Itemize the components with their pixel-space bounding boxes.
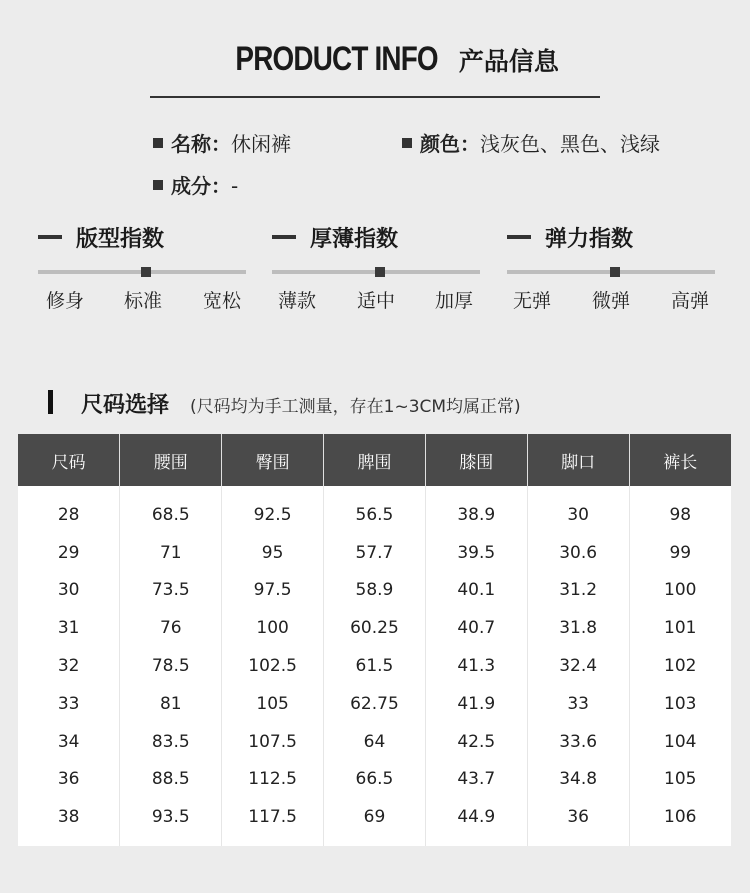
column-header: 脾围 <box>324 434 426 486</box>
table-cell: 100 <box>629 572 731 610</box>
table-cell: 30 <box>18 572 120 610</box>
column-header: 脚口 <box>527 434 629 486</box>
table-cell: 43.7 <box>425 761 527 799</box>
table-cell: 62.75 <box>324 685 426 723</box>
table-cell: 112.5 <box>222 761 324 799</box>
index-option: 微弹 <box>592 290 631 312</box>
table-cell: 31.2 <box>527 572 629 610</box>
index-option: 适中 <box>357 290 396 312</box>
table-cell: 61.5 <box>324 647 426 685</box>
table-row <box>18 798 731 846</box>
table-cell: 32 <box>18 647 120 685</box>
table-cell: 95 <box>222 534 324 572</box>
size-table <box>18 434 731 846</box>
table-row <box>18 723 731 761</box>
table-cell: 105 <box>222 685 324 723</box>
table-cell: 101 <box>629 609 731 647</box>
table-cell: 30 <box>527 486 629 534</box>
index-title: 弹力指数 <box>545 227 634 252</box>
table-cell: 117.5 <box>222 798 324 846</box>
fit-index <box>38 222 248 312</box>
index-option: 标准 <box>124 290 163 312</box>
index-marker <box>141 267 151 277</box>
table-cell: 105 <box>629 761 731 799</box>
table-row <box>18 486 731 534</box>
index-option: 加厚 <box>435 290 474 312</box>
index-option: 修身 <box>46 290 85 312</box>
table-cell: 60.25 <box>324 609 426 647</box>
table-cell: 40.7 <box>425 609 527 647</box>
bullet-square-icon <box>153 180 163 190</box>
info-color-value: 浅灰色、黑色、浅绿 <box>480 132 660 156</box>
table-cell: 88.5 <box>120 761 222 799</box>
table-cell: 102.5 <box>222 647 324 685</box>
table-cell: 34 <box>18 723 120 761</box>
table-cell: 68.5 <box>120 486 222 534</box>
table-cell: 99 <box>629 534 731 572</box>
table-cell: 41.9 <box>425 685 527 723</box>
table-cell: 97.5 <box>222 572 324 610</box>
table-cell: 33.6 <box>527 723 629 761</box>
column-header: 臀围 <box>222 434 324 486</box>
table-cell: 30.6 <box>527 534 629 572</box>
table-row <box>18 609 731 647</box>
bullet-square-icon <box>402 138 412 148</box>
section-bar-icon <box>48 390 53 414</box>
table-cell: 38.9 <box>425 486 527 534</box>
header-title: PRODUCT INFO <box>235 40 438 78</box>
table-cell: 28 <box>18 486 120 534</box>
table-cell: 44.9 <box>425 798 527 846</box>
column-header: 裤长 <box>629 434 731 486</box>
index-option: 薄款 <box>278 290 317 312</box>
index-marker <box>610 267 620 277</box>
column-header: 尺码 <box>18 434 120 486</box>
table-cell: 40.1 <box>425 572 527 610</box>
bullet-square-icon <box>153 138 163 148</box>
dash-icon <box>38 235 62 239</box>
info-material-label: 成分： <box>171 174 231 198</box>
dash-icon <box>272 235 296 239</box>
table-cell: 107.5 <box>222 723 324 761</box>
table-cell: 36 <box>18 761 120 799</box>
table-cell: 69 <box>324 798 426 846</box>
table-cell: 41.3 <box>425 647 527 685</box>
table-cell: 31.8 <box>527 609 629 647</box>
size-section-title: 尺码选择 <box>81 393 170 418</box>
table-cell: 100 <box>222 609 324 647</box>
index-title: 版型指数 <box>76 227 165 252</box>
table-cell: 106 <box>629 798 731 846</box>
table-row <box>18 647 731 685</box>
info-material-value: - <box>231 174 239 198</box>
header-divider <box>150 96 600 98</box>
table-cell: 102 <box>629 647 731 685</box>
index-marker <box>375 267 385 277</box>
table-row <box>18 572 731 610</box>
index-option: 无弹 <box>513 290 552 312</box>
index-option: 宽松 <box>203 290 242 312</box>
table-cell: 42.5 <box>425 723 527 761</box>
info-name-value: 休闲裤 <box>231 132 291 156</box>
column-header: 腰围 <box>120 434 222 486</box>
info-name-label: 名称： <box>171 132 231 156</box>
dash-icon <box>507 235 531 239</box>
table-cell: 36 <box>527 798 629 846</box>
header-subtitle: 产品信息 <box>458 46 559 76</box>
table-cell: 32.4 <box>527 647 629 685</box>
info-color <box>402 128 660 157</box>
table-cell: 71 <box>120 534 222 572</box>
info-name <box>153 128 291 157</box>
table-cell: 58.9 <box>324 572 426 610</box>
table-row <box>18 534 731 572</box>
table-cell: 57.7 <box>324 534 426 572</box>
table-cell: 104 <box>629 723 731 761</box>
table-cell: 81 <box>120 685 222 723</box>
size-section-note: (尺码均为手工测量，存在1~3CM均属正常) <box>190 397 521 417</box>
index-option: 高弹 <box>671 290 710 312</box>
product-info-header <box>0 40 750 79</box>
info-material <box>153 170 238 199</box>
table-row <box>18 761 731 799</box>
table-cell: 66.5 <box>324 761 426 799</box>
table-cell: 78.5 <box>120 647 222 685</box>
info-color-label: 颜色： <box>420 132 480 156</box>
table-cell: 93.5 <box>120 798 222 846</box>
table-cell: 73.5 <box>120 572 222 610</box>
table-cell: 98 <box>629 486 731 534</box>
elasticity-index <box>507 222 717 312</box>
table-row <box>18 685 731 723</box>
table-header-row <box>18 434 731 486</box>
table-cell: 76 <box>120 609 222 647</box>
table-cell: 39.5 <box>425 534 527 572</box>
table-cell: 83.5 <box>120 723 222 761</box>
column-header: 膝围 <box>425 434 527 486</box>
table-cell: 38 <box>18 798 120 846</box>
table-cell: 31 <box>18 609 120 647</box>
table-cell: 103 <box>629 685 731 723</box>
table-cell: 64 <box>324 723 426 761</box>
thickness-index <box>272 222 482 312</box>
table-cell: 29 <box>18 534 120 572</box>
table-cell: 92.5 <box>222 486 324 534</box>
table-cell: 56.5 <box>324 486 426 534</box>
table-cell: 33 <box>18 685 120 723</box>
table-cell: 33 <box>527 685 629 723</box>
table-cell: 34.8 <box>527 761 629 799</box>
index-title: 厚薄指数 <box>310 227 399 252</box>
